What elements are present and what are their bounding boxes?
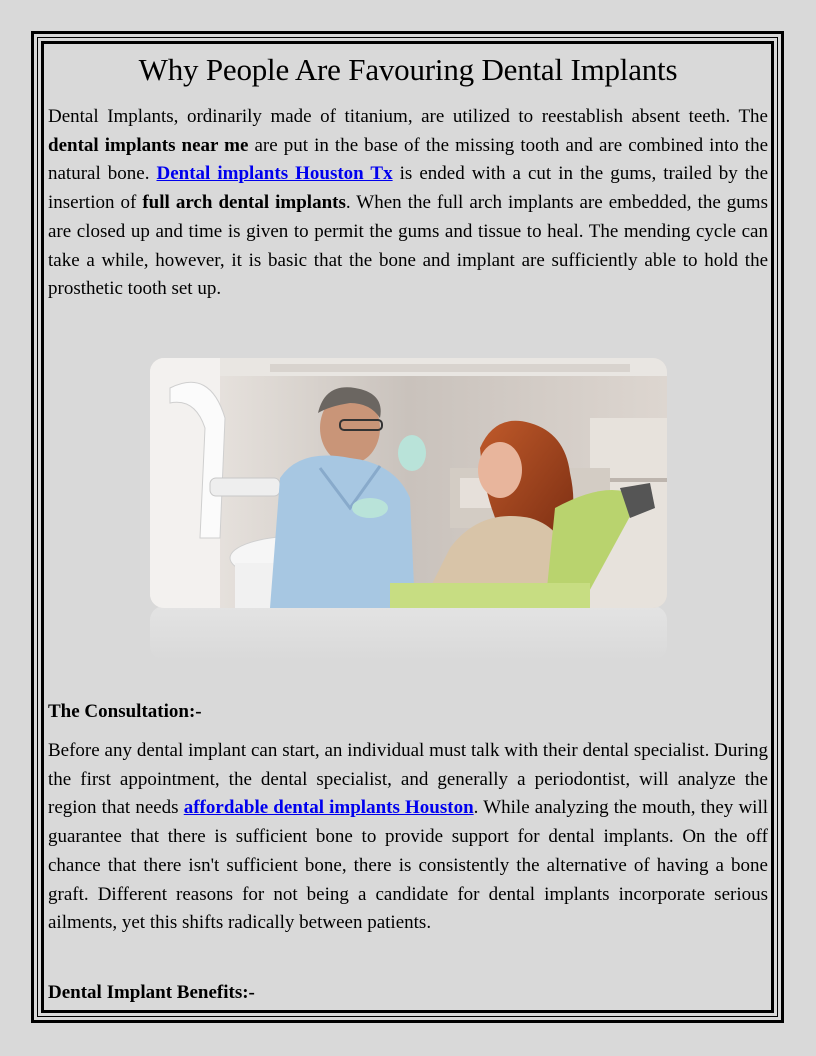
consultation-text-2: . While analyzing the mouth, they will guarantee that there is sufficient bone to provide support for dental implants. On the off chance that there isn't sufficient bone, there is consistently the alternative of having a bone graft. Different reasons for not being a candidate for dental implants incorporate serious ailments, yet this shifts radically between patients. xyxy=(48,797,768,934)
intro-text-2: are put in the base of the missing tooth and are combined into the natural bone. xyxy=(48,134,768,185)
document-body xyxy=(48,48,768,304)
section-heading-benefits: Dental Implant Benefits:- xyxy=(48,982,255,1003)
photo-reflection xyxy=(150,606,667,660)
consultation-text-1: Before any dental implant can start, an individual must talk with their dental specialist. During the first appointment, the dental specialist, and generally a periodontist, will analyze the region that needs xyxy=(48,740,768,819)
intro-text-4: . When the full arch implants are embedded, the gums are closed up and time is given to permit the gums and tissue to heal. The mending cycle can take a while, however, it is basic that the bone and implant are sufficiently able to hold the prosthetic tooth set up. xyxy=(48,192,768,300)
dentist-patient-photo xyxy=(150,358,667,608)
link-dental-implants-houston[interactable]: Dental implants Houston Tx xyxy=(156,163,393,185)
dental-photo-container xyxy=(150,358,667,660)
intro-text-3: is ended with a cut in the gums, trailed by the insertion of xyxy=(48,163,769,214)
intro-text-1: Dental Implants, ordinarily made of titanium, are utilized to reestablish absent teeth. The xyxy=(48,106,768,127)
intro-bold-keyword-1: dental implants near me xyxy=(48,134,249,156)
link-affordable-dental-implants[interactable]: affordable dental implants Houston xyxy=(183,797,474,819)
intro-paragraph xyxy=(48,103,768,304)
consultation-paragraph xyxy=(48,737,768,938)
intro-bold-keyword-2: full arch dental implants xyxy=(142,192,346,214)
section-heading-consultation: The Consultation:- xyxy=(48,701,202,722)
page-title: Why People Are Favouring Dental Implants xyxy=(138,52,678,87)
